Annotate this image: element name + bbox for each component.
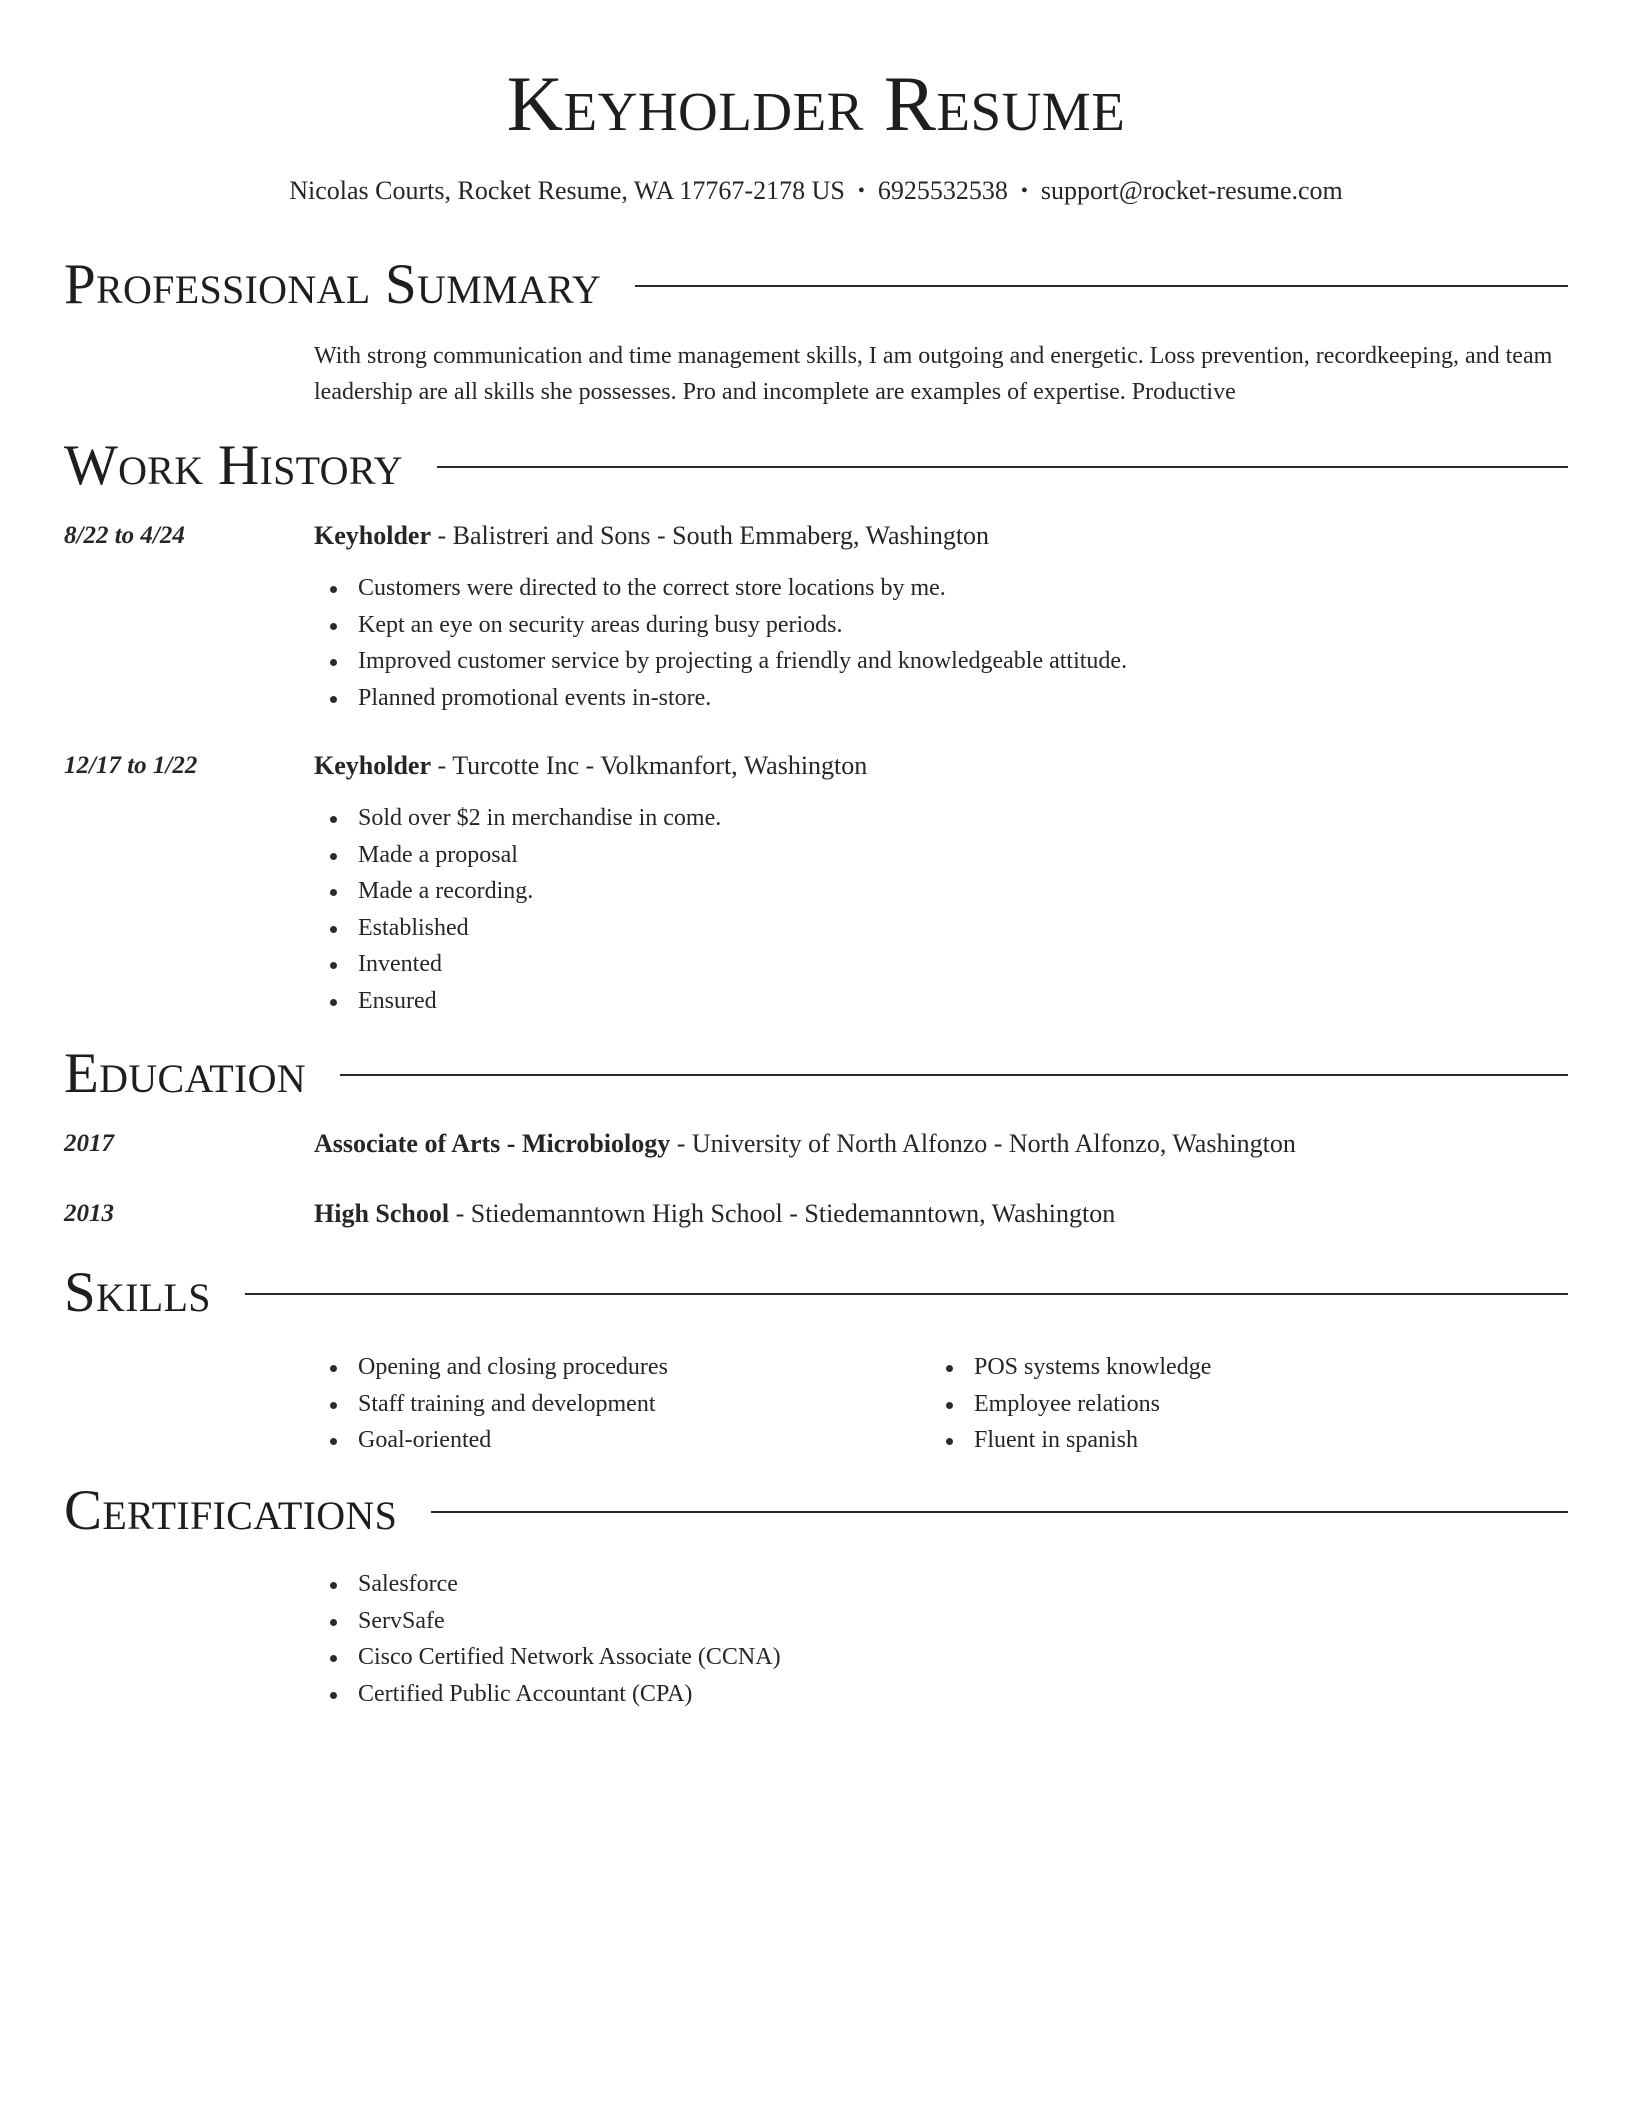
contact-email: support@rocket-resume.com — [1040, 176, 1343, 205]
job-employer: - Turcotte Inc - Volkmanfort, Washington — [431, 751, 868, 780]
job-bullet: Ensured — [314, 983, 721, 1020]
job-employer: - Balistreri and Sons - South Emmaberg, Washington — [431, 521, 990, 550]
certification-item: ServSafe — [314, 1603, 781, 1640]
summary-text: With strong communication and time management skills, I am outgoing and energetic. Loss prevention, recordkeeping, and team leadership are all skills she possesses. Pro and incomplete are examples of expertise. Productive — [314, 343, 1553, 405]
contact-separator: • — [1020, 180, 1028, 202]
section-header-skills — [64, 1258, 1568, 1328]
contact-separator: • — [857, 180, 865, 202]
section-divider — [245, 1293, 1568, 1295]
job-dates: 8/22 to 4/24 — [64, 522, 185, 549]
section-title-education: Education — [64, 1042, 306, 1105]
skill-item: Fluent in spanish — [930, 1422, 1211, 1459]
education-school: - University of North Alfonzo - North Alfonzo, Washington — [670, 1129, 1296, 1158]
job-title-line — [314, 519, 1568, 553]
section-header-education — [64, 1039, 1568, 1109]
section-title-work-history: Work History — [64, 434, 403, 497]
section-divider — [635, 285, 1568, 287]
education-school: - Stiedemanntown High School - Stiedemanntown, Washington — [449, 1199, 1116, 1228]
job-bullet: Sold over $2 in merchandise in come. — [314, 800, 721, 837]
resume-name: Keyholder Resume — [506, 60, 1126, 147]
section-title-summary: Professional Summary — [64, 253, 602, 316]
job-bullet: Customers were directed to the correct store locations by me. — [314, 570, 1127, 607]
job-bullet: Invented — [314, 946, 721, 983]
job-role: Keyholder — [314, 751, 431, 780]
section-title-skills: Skills — [64, 1261, 211, 1324]
education-degree: Associate of Arts - Microbiology — [314, 1129, 671, 1158]
job-bullet: Planned promotional events in-store. — [314, 680, 1127, 717]
education-degree: High School — [314, 1199, 450, 1228]
section-header-summary — [64, 250, 1568, 320]
skills-list-left — [314, 1349, 668, 1459]
certification-item: Cisco Certified Network Associate (CCNA) — [314, 1639, 781, 1676]
job-title-line — [314, 749, 1568, 783]
education-line — [314, 1127, 1568, 1161]
job-bullets — [314, 800, 721, 1019]
job-dates: 12/17 to 1/22 — [64, 752, 198, 779]
section-header-certifications — [64, 1476, 1568, 1546]
certification-item: Salesforce — [314, 1566, 781, 1603]
education-line — [314, 1197, 1568, 1231]
skills-list-right — [930, 1349, 1211, 1459]
job-bullet: Made a recording. — [314, 873, 721, 910]
contact-phone: 6925532538 — [877, 176, 1008, 205]
contact-address: Nicolas Courts, Rocket Resume, WA 17767-2178 US — [289, 176, 845, 205]
skill-item: Opening and closing procedures — [314, 1349, 668, 1386]
skill-item: Goal-oriented — [314, 1422, 668, 1459]
skill-item: Staff training and development — [314, 1386, 668, 1423]
job-bullet: Kept an eye on security areas during busy periods. — [314, 607, 1127, 644]
section-divider — [340, 1074, 1568, 1076]
certifications-list — [314, 1566, 781, 1712]
section-header-work-history — [64, 431, 1568, 501]
job-role: Keyholder — [314, 521, 431, 550]
education-year: 2017 — [64, 1130, 114, 1157]
certification-item: Certified Public Accountant (CPA) — [314, 1676, 781, 1713]
skill-item: POS systems knowledge — [930, 1349, 1211, 1386]
job-bullet: Made a proposal — [314, 837, 721, 874]
section-title-certifications: Certifications — [64, 1479, 398, 1542]
job-bullet: Improved customer service by projecting a friendly and knowledgeable attitude. — [314, 643, 1127, 680]
section-divider — [437, 466, 1568, 468]
contact-line — [0, 174, 1632, 208]
section-divider — [431, 1511, 1568, 1513]
job-bullet: Established — [314, 910, 721, 947]
job-bullets — [314, 570, 1127, 716]
skill-item: Employee relations — [930, 1386, 1211, 1423]
education-year: 2013 — [64, 1200, 114, 1227]
